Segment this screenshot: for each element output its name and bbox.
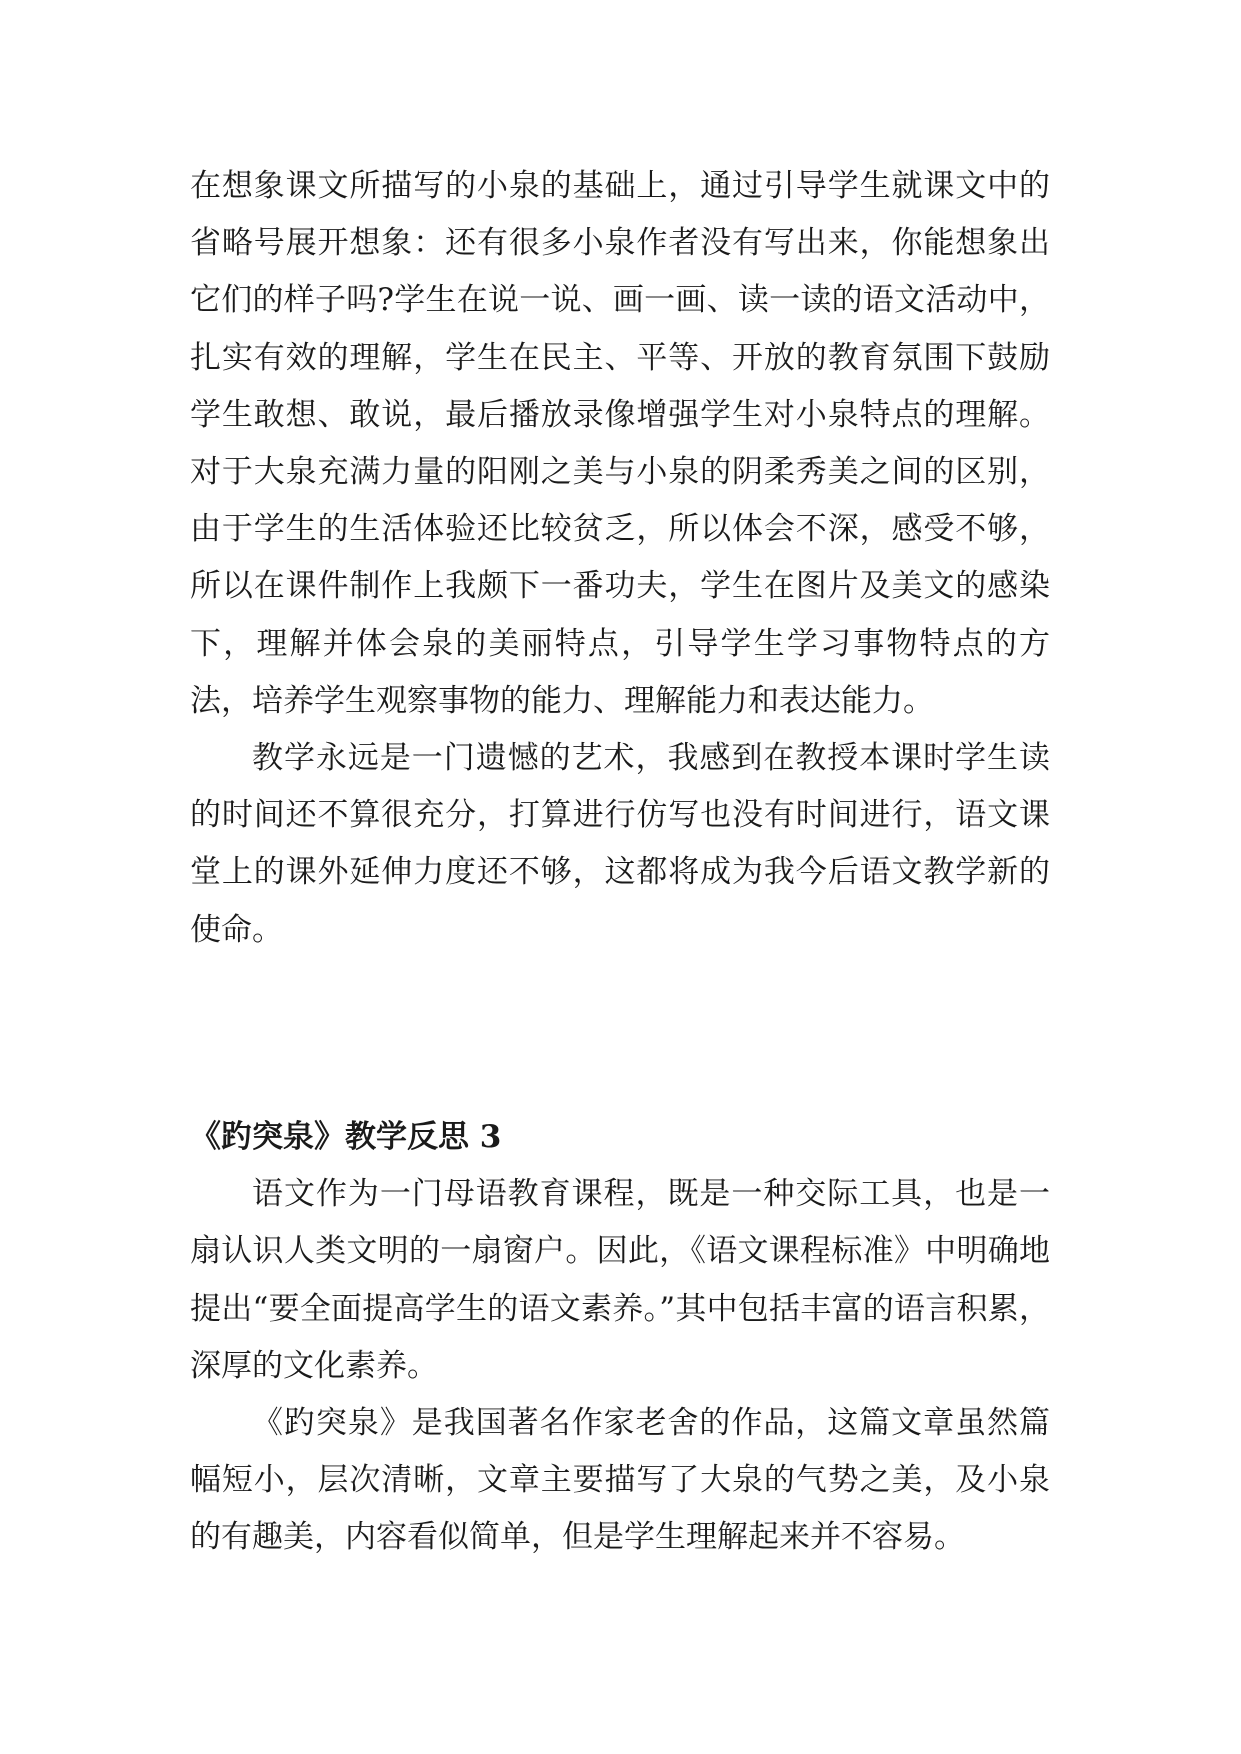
section-heading: 《趵突泉》教学反思 3 [190,1119,502,1155]
paragraph-imagination: 在想象课文所描写的小泉的基础上，通过引导学生就课文中的省略号展开想象：还有很多小泉作者没有写出来，你能想象出它们的样子吗?学生在说一说、画一画、读一读的语文活动中，扎实有效的理解，学生在民主、平等、开放的教育氛围下鼓励学生敢想、敢说，最后播放录像增强学生对小泉特点的理解。对于大泉充满力量的阳刚之美与小泉的阴柔秀美之间的区别，由于学生的生活体验还比较贫乏，所以体会不深，感受不够，所以在课件制作上我颇下一番功夫，学生在图片及美文的感染下，理解并体会泉的美丽特点，引导学生学习事物特点的方法，培养学生观察事物的能力、理解能力和表达能力。 [190,168,1050,719]
section-2-body [190,1109,1050,1567]
paragraph-language-education: 语文作为一门母语教育课程，既是一种交际工具，也是一扇认识人类文明的一扇窗户。因此，《语文课程标准》中明确地提出“要全面提高学生的语文素养。”其中包括丰富的语言积累，深厚的文化素养。 [190,1176,1050,1384]
section-1-body [190,158,1050,959]
paragraph-baotu-spring: 《趵突泉》是我国著名作家老舍的作品，这篇文章虽然篇幅短小，层次清晰，文章主要描写了大泉的气势之美，及小泉的有趣美，内容看似简单，但是学生理解起来并不容易。 [190,1405,1050,1556]
paragraph-regret: 教学永远是一门遗憾的艺术，我感到在教授本课时学生读的时间还不算很充分，打算进行仿写也没有时间进行，语文课堂上的课外延伸力度还不够，这都将成为我今后语文教学新的使命。 [190,740,1050,948]
